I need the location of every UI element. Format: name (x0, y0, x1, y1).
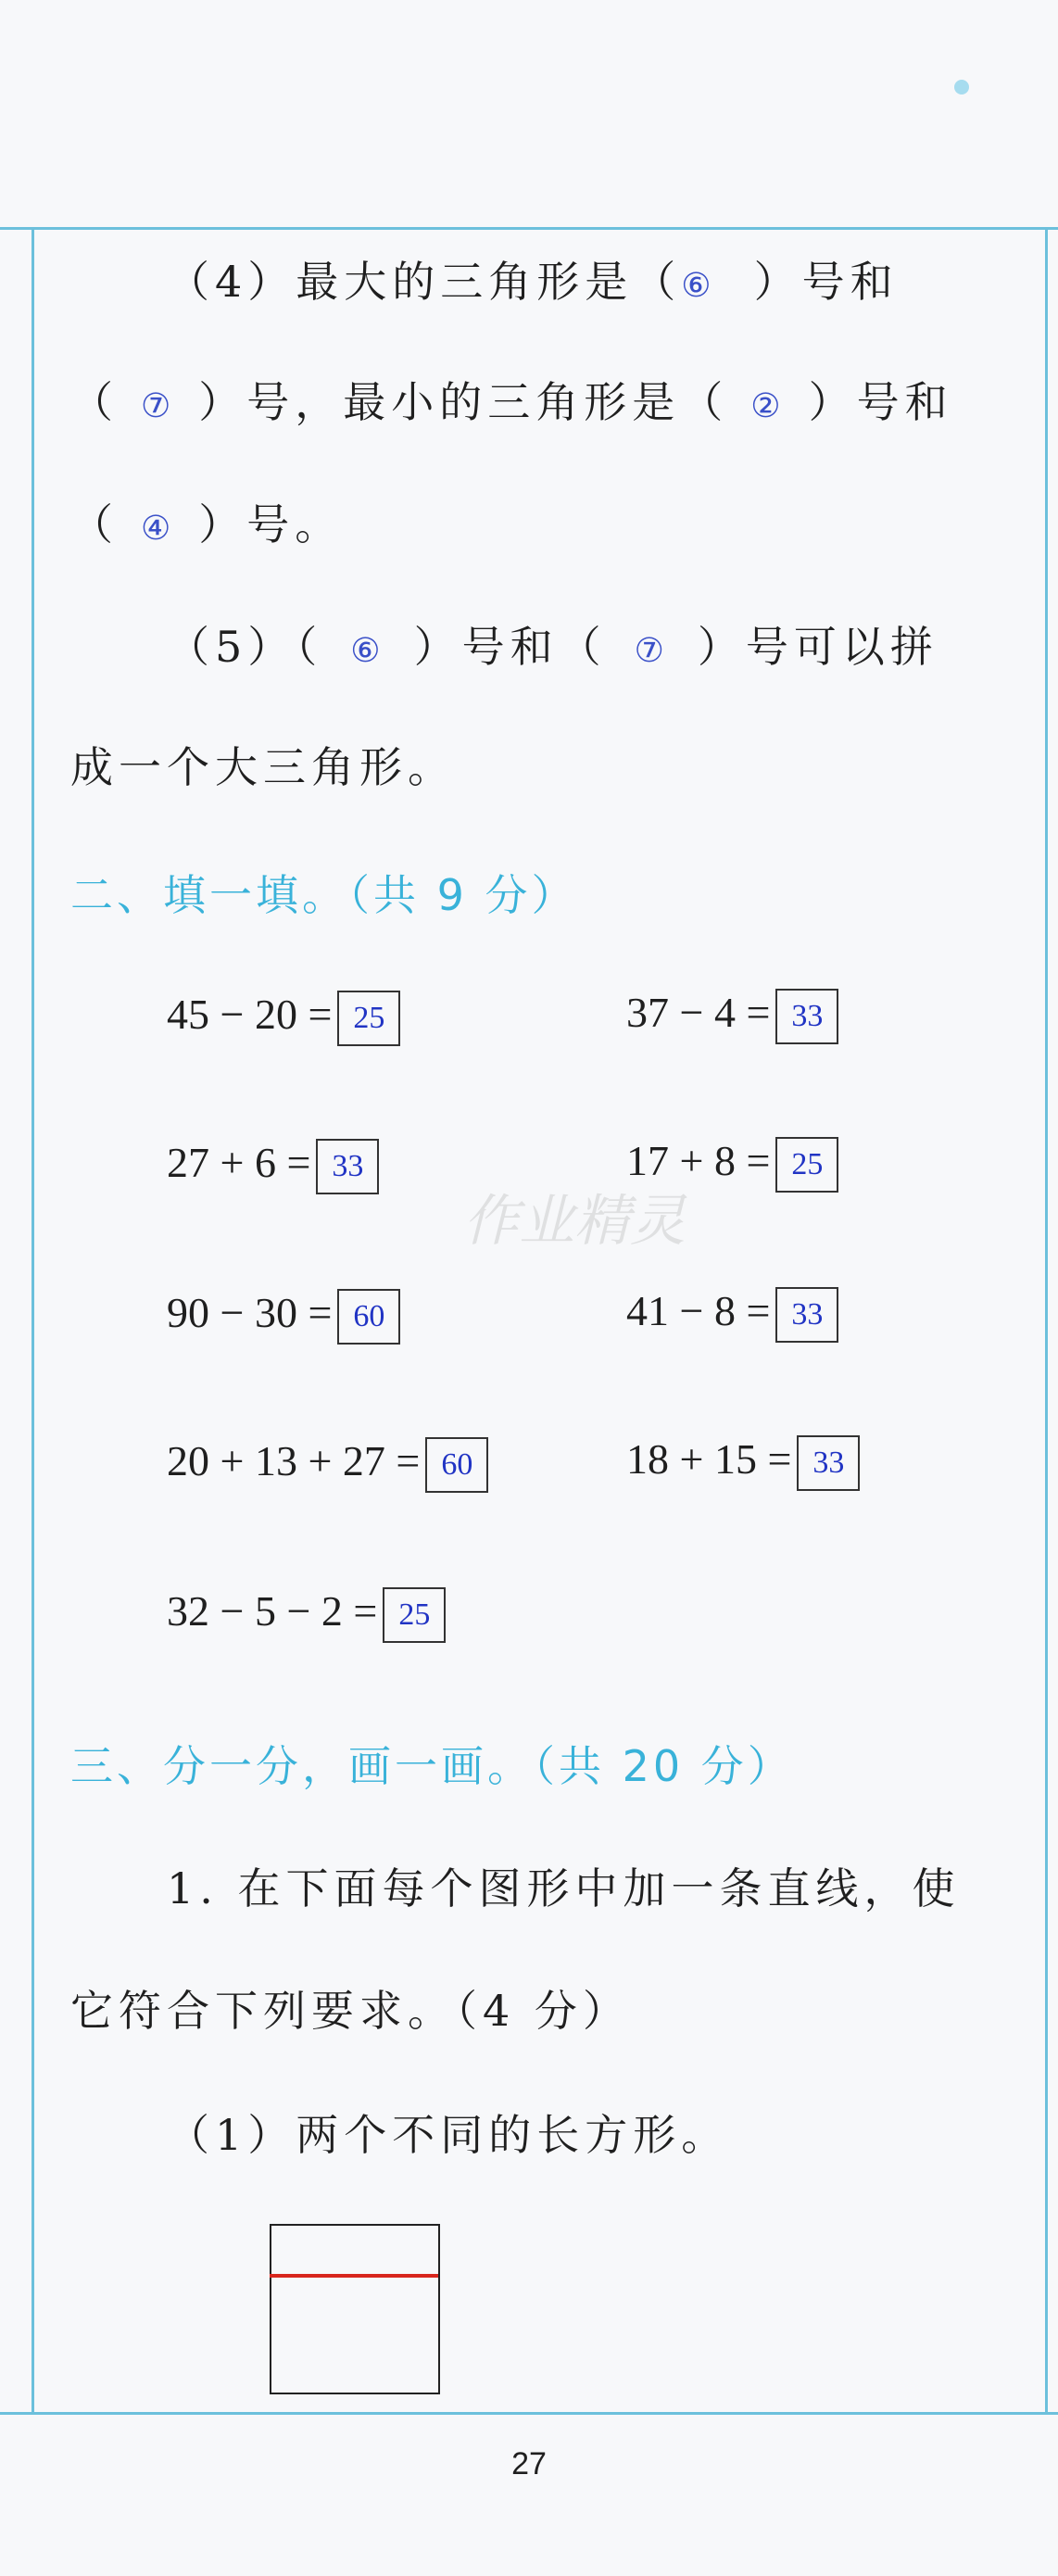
answer-box-5: 60 (337, 1289, 400, 1345)
q4-answer-1: ⑥ (681, 267, 717, 305)
q5-line-1: （5）（ ⑥ ）号和（ ⑦ ）号可以拼 (167, 622, 938, 672)
equation-1: 45 − 20 = 25 (167, 990, 400, 1046)
answer-box-7: 60 (425, 1437, 488, 1493)
section3-q1-sub1: （1）两个不同的长方形。 (167, 2110, 730, 2160)
rectangle-figure (270, 2224, 440, 2394)
frame-bottom-border (0, 2412, 1058, 2415)
decorative-dot (954, 80, 969, 95)
section3-q1-line-2: 它符合下列要求。（4 分） (70, 1986, 631, 2036)
answer-box-9: 25 (383, 1587, 446, 1643)
equation-8: 18 + 15 = 33 (626, 1434, 860, 1491)
equation-5: 90 − 30 = 60 (167, 1288, 400, 1345)
equation-4: 17 + 8 = 25 (626, 1136, 838, 1193)
q4-answer-4: ④ (141, 510, 177, 548)
equation-6: 41 − 8 = 33 (626, 1286, 838, 1343)
frame-left-border (31, 227, 34, 2414)
equation-3: 27 + 6 = 33 (167, 1138, 379, 1194)
q5-line-2: 成一个大三角形。 (70, 742, 456, 792)
q4-line-3: （ ④ ）号。 (70, 499, 344, 549)
section3-q1-line-1: 1. 在下面每个图形中加一条直线，使 (167, 1863, 961, 1913)
q5-answer-1: ⑥ (350, 632, 386, 670)
watermark: 作业精灵 (463, 1189, 686, 1254)
answer-box-8: 33 (797, 1435, 860, 1491)
answer-box-2: 33 (775, 989, 838, 1044)
q4-answer-2: ⑦ (141, 387, 177, 425)
answer-box-3: 33 (316, 1139, 379, 1194)
q4-answer-3: ② (750, 387, 787, 425)
equation-9: 32 − 5 − 2 = 25 (167, 1586, 446, 1643)
equation-7: 20 + 13 + 27 = 60 (167, 1436, 488, 1493)
answer-box-4: 25 (775, 1137, 838, 1193)
answer-box-6: 33 (775, 1287, 838, 1343)
page-number: 27 (511, 2446, 547, 2481)
section3-heading: 三、分一分，画一画。（共 20 分） (70, 1741, 794, 1791)
frame-right-border (1045, 227, 1048, 2414)
answer-dividing-line (270, 2274, 438, 2278)
q4-line-2: （ ⑦ ）号，最小的三角形是（ ② ）号和 (70, 377, 953, 427)
q4-line-1: （4）最大的三角形是（⑥ ）号和 (167, 257, 899, 307)
q5-answer-2: ⑦ (634, 632, 670, 670)
section2-heading: 二、填一填。（共 9 分） (70, 870, 578, 920)
frame-top-border (0, 227, 1058, 230)
equation-2: 37 − 4 = 33 (626, 988, 838, 1044)
answer-box-1: 25 (337, 991, 400, 1046)
